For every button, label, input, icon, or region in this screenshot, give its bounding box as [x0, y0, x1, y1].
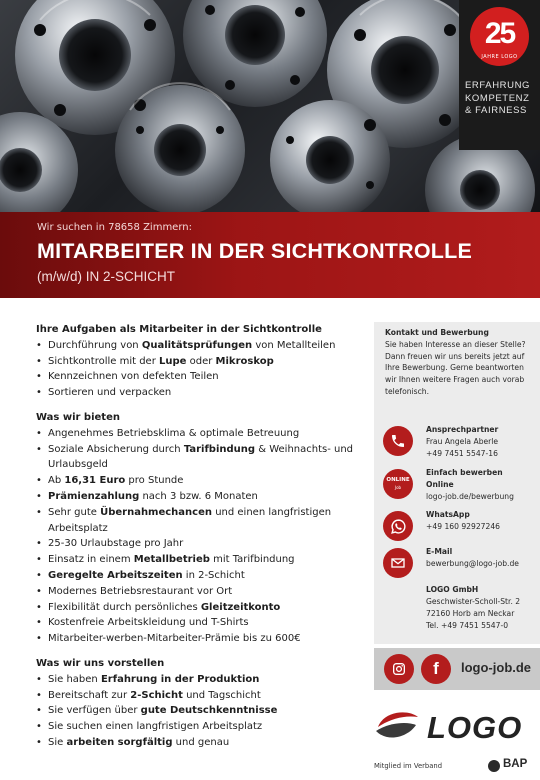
whatsapp-icon[interactable] — [383, 511, 413, 541]
list-item-text: Gleitzeitkonto — [200, 601, 281, 613]
company-name: LOGO GmbH — [426, 585, 479, 594]
list-item-text: Kennzeichnen von defekten Teilen — [48, 371, 219, 383]
bap-mark-icon — [488, 760, 500, 772]
website-link[interactable]: logo-job.de — [461, 660, 532, 675]
logo-mark-icon — [374, 707, 420, 747]
list-item-text: 2-Schicht — [130, 689, 183, 701]
list-item — [36, 338, 356, 354]
list-item-text: 16,31 Euro — [64, 475, 126, 487]
contact-person-heading: Ansprechpartner — [426, 425, 499, 434]
list-item — [36, 426, 356, 442]
online-icon-sublabel: Job — [394, 485, 402, 490]
list-item — [36, 703, 356, 719]
badge-line: & FAIRNESS — [465, 105, 527, 116]
profile-section — [36, 656, 356, 751]
contact-person — [426, 424, 538, 460]
list-item-text: 25-30 Urlaubstage pro Jahr — [48, 538, 184, 550]
contact-panel — [374, 322, 540, 644]
whatsapp-heading: WhatsApp — [426, 510, 470, 519]
list-item-text: mit Tarifbindung — [209, 554, 295, 566]
email-heading: E-Mail — [426, 547, 453, 556]
contact-heading: Kontakt und Bewerbung — [385, 328, 489, 337]
social-bar — [374, 648, 540, 690]
tasks-list — [36, 338, 356, 401]
list-item-text: Kostenfreie Arbeitskleidung und T-Shirts — [48, 617, 249, 629]
list-item — [36, 473, 356, 489]
online-apply-label: Online — [426, 480, 454, 489]
list-item-text: oder — [186, 355, 216, 367]
bap-wordmark: BAP — [503, 758, 528, 770]
list-item-text: Übernahmechancen — [100, 506, 213, 518]
list-item — [36, 568, 356, 584]
list-item-text: in 2-Schicht — [182, 569, 245, 581]
company-address — [426, 584, 538, 632]
job-details — [36, 322, 356, 751]
company-city: 72160 Horb am Neckar — [426, 609, 515, 618]
tasks-section — [36, 322, 356, 401]
email — [426, 546, 538, 570]
online-job-icon[interactable] — [383, 469, 413, 499]
hero-image — [0, 0, 540, 212]
online-icon-label: ONLINE — [386, 477, 410, 483]
list-item — [36, 600, 356, 616]
list-item-text: Sichtkontrolle mit der — [48, 355, 160, 367]
contact-intro — [385, 327, 535, 398]
badge-line: KOMPETENZ — [465, 92, 530, 104]
list-item — [36, 719, 356, 735]
contact-text: Sie haben Interesse an dieser Stelle? Dann freuen wir uns bereits jetzt auf Ihre Bewerbung. Gerne beantworten wir Ihnen weitere Fragen auch vorab telefonisch. — [385, 339, 526, 396]
offer-list — [36, 426, 356, 647]
list-item — [36, 369, 356, 385]
list-item-text: Sie verfügen über — [48, 705, 141, 717]
list-item-text: Flexibilität durch persönliches — [48, 601, 201, 613]
list-item-text: Sie — [48, 736, 67, 748]
anniversary-number: 25 — [484, 17, 515, 50]
email-address[interactable]: bewerbung@logo-job.de — [426, 559, 519, 568]
section-heading: Ihre Aufgaben als Mitarbeiter in der Sichtkontrolle — [36, 324, 322, 335]
list-item-text: Sehr gute — [48, 506, 101, 518]
list-item-text: und genau — [172, 736, 230, 748]
company-logo — [374, 707, 540, 747]
list-item — [36, 735, 356, 751]
mail-icon[interactable] — [383, 548, 413, 578]
section-heading: Was wir bieten — [36, 411, 120, 423]
list-item — [36, 672, 356, 688]
list-item-text: Sie haben — [48, 673, 101, 685]
list-item — [36, 631, 356, 647]
badge-values — [465, 80, 537, 118]
list-item-text: Erfahrung in der Produktion — [100, 673, 260, 685]
facebook-icon[interactable] — [421, 654, 451, 684]
company-street: Geschwister-Scholl-Str. 2 — [426, 597, 521, 606]
badge-line: ERFAHRUNG — [465, 80, 531, 91]
list-item-text: Metallbetrieb — [133, 554, 210, 566]
anniversary-subtitle: JAHRE LOGO — [481, 54, 518, 60]
list-item — [36, 354, 356, 370]
online-apply — [426, 467, 538, 503]
offer-section — [36, 410, 356, 647]
facebook-glyph: f — [433, 659, 439, 678]
list-item — [36, 385, 356, 401]
title-banner — [0, 212, 540, 298]
list-item-text: Prämienzahlung — [48, 490, 140, 502]
list-item-text: Mikroskop — [215, 355, 274, 367]
list-item — [36, 536, 356, 552]
list-item-text: Ab — [48, 475, 65, 487]
list-item-text: Einsatz in einem — [48, 554, 134, 566]
list-item-text: gute Deutschkenntnisse — [140, 705, 278, 717]
list-item-text: Lupe — [159, 355, 187, 367]
logo-wordmark: LOGO — [427, 710, 523, 745]
location-intro: Wir suchen in 78658 Zimmern: — [37, 222, 192, 233]
list-item — [36, 442, 356, 474]
instagram-icon[interactable] — [384, 654, 414, 684]
list-item-text: Tarifbindung — [183, 443, 256, 455]
list-item — [36, 584, 356, 600]
list-item-text: Modernes Betriebsrestaurant vor Ort — [48, 585, 233, 597]
list-item-text: Angenehmes Betriebsklima & optimale Betreuung — [48, 427, 300, 439]
online-apply-heading: Einfach bewerben — [426, 468, 503, 477]
online-apply-link[interactable]: logo-job.de/bewerbung — [426, 492, 514, 501]
contact-person-phone[interactable]: +49 7451 5547-16 — [426, 449, 498, 458]
profile-list — [36, 672, 356, 751]
company-phone: Tel. +49 7451 5547-0 — [426, 621, 509, 630]
list-item-text: von Metallteilen — [252, 339, 336, 351]
list-item-text: & Weihnachts- und Urlaubsgeld — [48, 443, 354, 471]
list-item-text: arbeiten sorgfältig — [66, 736, 173, 748]
job-subtitle: (m/w/d) IN 2-SCHICHT — [37, 269, 175, 284]
anniversary-badge — [459, 0, 540, 150]
section-heading: Was wir uns vorstellen — [36, 657, 165, 669]
anniversary-circle — [470, 7, 529, 66]
list-item-text: Durchführung von — [48, 339, 142, 351]
list-item-text: Soziale Absicherung durch — [48, 443, 184, 455]
phone-icon — [383, 426, 413, 456]
list-item — [36, 688, 356, 704]
list-item — [36, 615, 356, 631]
list-item-text: Sie suchen einen langfristigen Arbeitsplatz — [48, 721, 263, 733]
contact-person-name: Frau Angela Aberle — [426, 437, 499, 446]
list-item — [36, 505, 356, 537]
list-item-text: Geregelte Arbeitszeiten — [48, 569, 183, 581]
membership-note: Mitglied im Verband — [374, 762, 443, 770]
list-item — [36, 552, 356, 568]
list-item-text: und Tagschicht — [182, 689, 261, 701]
list-item-text: Sortieren und verpacken — [48, 387, 172, 399]
list-item-text: Qualitätsprüfungen — [141, 339, 253, 351]
list-item-text: Bereitschaft zur — [48, 689, 131, 701]
list-item-text: Mitarbeiter-werben-Mitarbeiter-Prämie bis zu 600€ — [48, 633, 301, 645]
job-title: MITARBEITER IN DER SICHTKONTROLLE — [37, 239, 472, 263]
whatsapp-number[interactable]: +49 160 92927246 — [426, 522, 500, 531]
list-item — [36, 489, 356, 505]
list-item-text: nach 3 bzw. 6 Monaten — [139, 490, 258, 502]
list-item-text: und einen langfristigen Arbeitsplatz — [48, 506, 332, 534]
list-item-text: pro Stunde — [125, 475, 184, 487]
whatsapp — [426, 509, 538, 533]
